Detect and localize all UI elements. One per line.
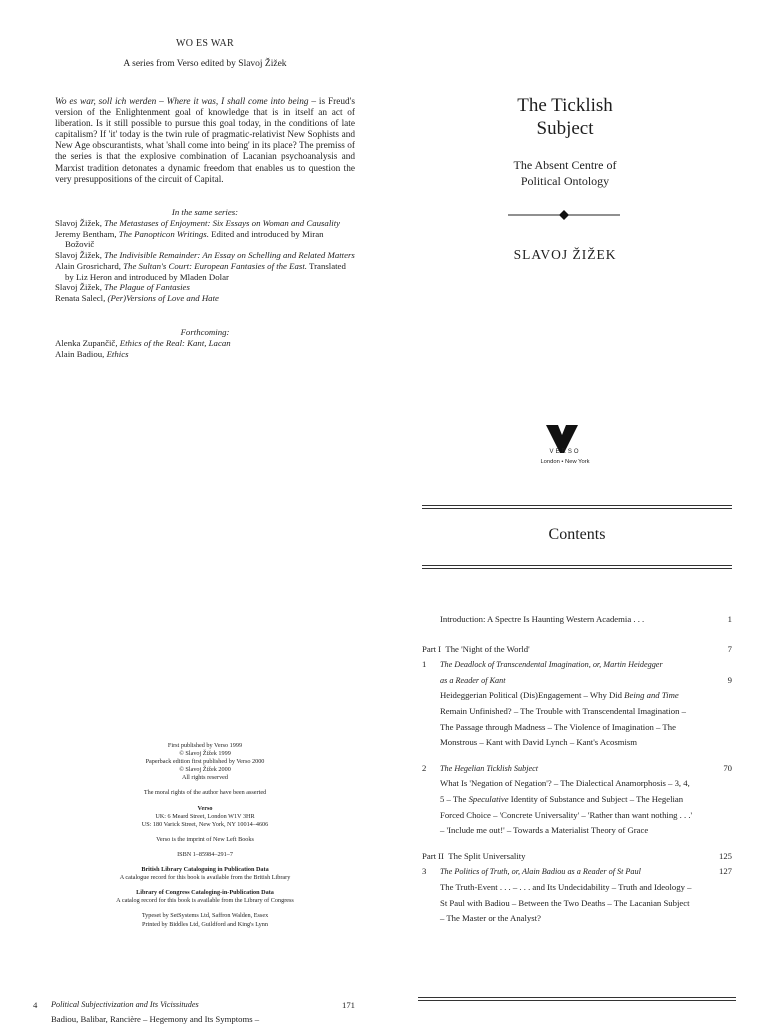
book-entry: Renata Salecl, (Per)Versions of Love and Hate [55, 292, 219, 303]
table-of-contents [422, 612, 732, 927]
book-entry: Alenka Zupančič, Ethics of the Real: Kant, Lacan [55, 338, 231, 348]
publisher-cities: London • New York [540, 459, 590, 465]
chapter-2-summary: What Is 'Negation of Negation'? – The Dialectical Anamorphosis – 3, 4, 5 – The Speculative Identity of Substance and Subject – The Hegelian Forced Choice – 'Concrete Universality' – 'Rather than want nothing . . .' – 'Include me out!' – Towards a Materialist Theory of Grace [440, 778, 693, 836]
book-entry: Alain Badiou, Ethics [55, 348, 129, 359]
book-title: The Ticklish Subject [517, 95, 613, 139]
page-number: 171 [341, 1000, 355, 1010]
book-entry: Slavoj Žižek, The Metastases of Enjoyment: Six Essays on Woman and Causality [55, 218, 341, 228]
book-entry: Slavoj Žižek, The Plague of Fantasies [55, 282, 190, 293]
author-name: SLAVOJ ŽIŽEK [513, 247, 617, 262]
book-entry: Alain Grosrichard, The Sultan's Court: European Fantasies of the East. Translated by Liz Heron and introduced by Mladen Dolar [55, 260, 346, 282]
toc-part-1: Part I The 'Night of the World' 7 [422, 642, 732, 658]
copyright-block: First published by Verso 1999 © Slavoj Žižek 1999 Paperback edition first published by Verso 2000 © Slavoj Žižek 2000 All rights reserved The moral rights of the author have been asserted Verso UK: 6 Meard Street, London W1V 3HR US: 180 Varick Street, New York, NY 10014–4606 Verso is the imprint of New Left Books ISBN 1–85984–291–7 British Library Cataloguing in Publication Data A catalogue record for this book is available from the British Library Library of Congress Cataloging-in-Publication Data A catalog record for this book is available from the Library of Congress Typeset by SetSystems Ltd, Saffron Walden, Essex Printed by Biddles Ltd, Guildford and King's Lynn [116, 742, 294, 928]
contents-top-rule [422, 505, 732, 506]
toc-part-2: Part II The Split Universality 125 [422, 849, 732, 865]
book-entry: Slavoj Žižek, The Indivisible Remainder: An Essay on Schelling and Related Matters [55, 250, 355, 261]
blurb-text: – is Freud's version of the Enlightenment goal of knowledge that is in itself an act of liberation. Is it still possible to pursue this goal today, in the conditions of late capitalism? If 'it' today is the twin rule of pragmatic-relativist New Sophists and New Age obscurantists, what 'shall come into being' in its place? The premiss of the series is that the explosive combination of Lacanian psychoanalysis and Marxist tradition detonates a dynamic freedom that enables us to question the very presuppositions of the circuit of Capital. [55, 97, 355, 185]
contents-mid-rule [422, 565, 732, 566]
toc-chapter-3: 3 The Politics of Truth, or, Alain Badiou as a Reader of St Paul 127 [422, 864, 732, 880]
series-blurb [55, 97, 355, 186]
contents-mid-rule [422, 568, 732, 569]
same-series-list [55, 218, 355, 304]
page-number: 1 [727, 614, 732, 624]
book-entry: Jeremy Bentham, The Panopticon Writings. Edited and introduced by Miran Božovič [55, 228, 324, 250]
series-editor-line: A series from Verso edited by Slavoj Žižek [123, 59, 287, 69]
series-title: WO ES WAR [175, 38, 235, 49]
toc-chapter-1: 1 The Deadlock of Transcendental Imagination, or, Martin Heidegger as a Reader of Kant 9 [422, 657, 732, 688]
toc-chapter-2: 2 The Hegelian Ticklish Subject 70 [422, 761, 732, 777]
forthcoming-list [55, 338, 355, 359]
publisher-name: VERSO [549, 449, 581, 455]
contents-title: Contents [548, 526, 606, 543]
toc-chapter-4: 4 Political Subjectivization and Its Vicissitudes 171 [33, 1000, 355, 1010]
chapter-4-summary: Badiou, Balibar, Rancière – Hegemony and Its Symptoms – [51, 1014, 260, 1024]
ornament-divider-icon [508, 208, 620, 222]
toc-entry-introduction: Introduction: A Spectre Is Haunting Western Academia . . . 1 [422, 612, 732, 628]
book-subtitle: The Absent Centre of Political Ontology [513, 158, 617, 188]
chapter-3-summary: The Truth-Event . . . – . . . and Its Undecidability – Truth and Ideology – St Paul with Badiou – Between the Two Deaths – The Lacanian Subject – The Master or the Analyst? [440, 881, 692, 924]
bottom-rule [418, 1000, 736, 1001]
contents-top-rule [422, 508, 732, 509]
toc-continuation [33, 998, 355, 1026]
blurb-motto: Wo es war, soll ich werden – Where it was, I shall come into being [55, 97, 309, 107]
same-series-heading: In the same series: [171, 207, 239, 217]
page-number: 125 [718, 850, 732, 861]
page-number: 70 [723, 762, 732, 773]
forthcoming-heading: Forthcoming: [180, 327, 230, 337]
page-number: 9 [727, 674, 732, 685]
chapter-1-summary: Heideggerian Political (Dis)Engagement – Why Did Being and Time Remain Unfinished? – The Trouble with Transcendental Imagination – The Passage through Madness – The Violence of Imagination – The Monstrous – Kant with David Lynch – Kant's Acosmism [440, 690, 686, 748]
page-number: 7 [727, 643, 732, 654]
bottom-rule [418, 997, 736, 998]
page-number: 127 [718, 866, 732, 877]
